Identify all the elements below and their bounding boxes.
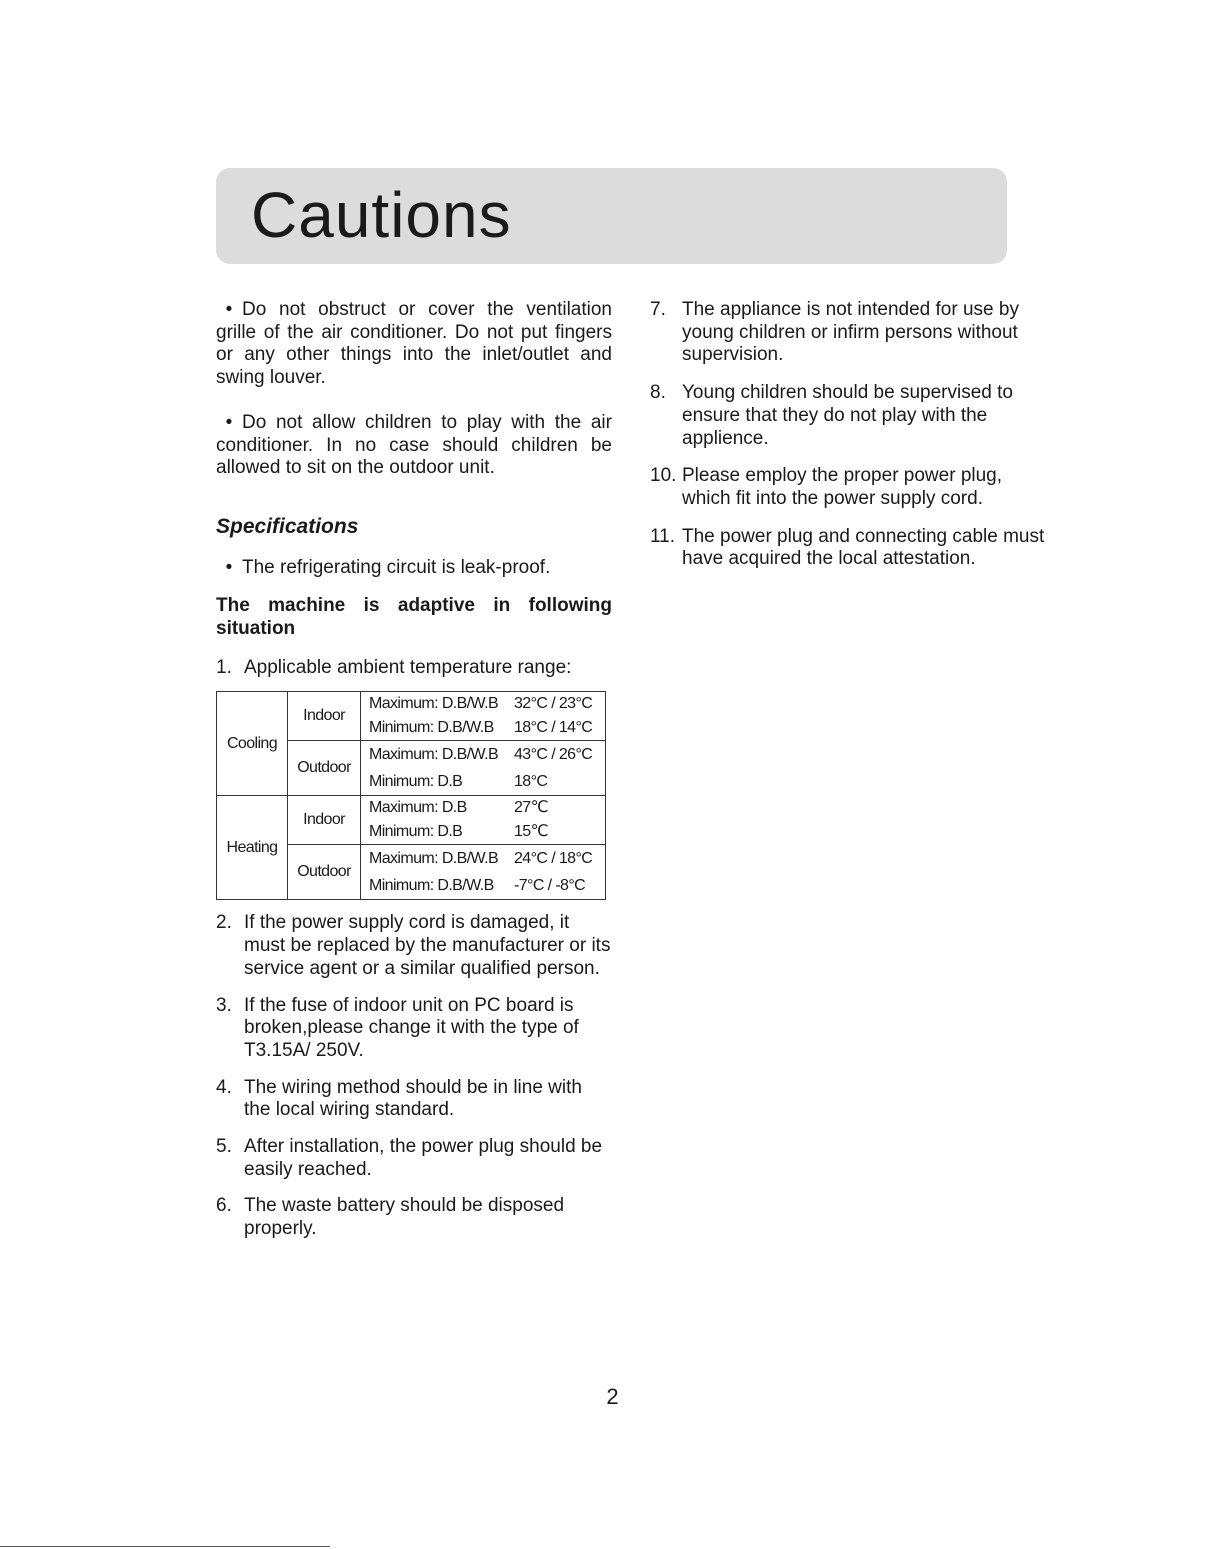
bullet-text: Do not allow children to play with the air conditioner. In no case should children be allowed to sit on the outdoor unit. [216,411,612,479]
list-item [216,1136,612,1181]
indoor-label: Indoor [288,796,361,845]
page-number: 2 [606,1384,619,1409]
bullet-item [216,299,612,390]
adaptive-heading: The machine is adaptive in following situation [216,595,612,640]
list-item [216,1195,612,1240]
list-item [650,382,1050,450]
bullet-text: The refrigerating circuit is leak-proof. [242,556,551,578]
item-text: The appliance is not intended for use by young children or infirm persons without supervision. [682,299,1019,366]
value: 15℃ [514,823,548,841]
item-text: The power plug and connecting cable must have acquired the local attestation. [682,525,1045,570]
value-label: Minimum: D.B/W.B [369,719,494,737]
item-text: After installation, the power plug should be easily reached. [244,1136,603,1180]
heating-label: Heating [217,796,288,900]
item-text: If the power supply cord is damaged, it must be replaced by the manufacturer or its service agent or a similar qualified person. [244,912,611,979]
section-heading: Specifications [216,514,359,538]
item-number: 3. [216,994,232,1016]
bullet-dot-icon: • [225,299,233,320]
value-label: Maximum: D.B/W.B [369,849,499,867]
temperature-table [216,691,606,900]
page-title: Cautions [251,179,512,251]
value: 24°C / 18°C [514,849,593,867]
item-number: 8. [650,382,666,404]
outdoor-label: Outdoor [288,845,361,900]
item-text: The waste battery should be disposed properly. [244,1195,565,1240]
value: 18°C / 14°C [514,719,593,737]
item-number: 2. [216,912,232,934]
value: 32°C / 23°C [514,695,593,713]
item-text: Young children should be supervised to ensure that they do not play with the applience. [682,382,1013,449]
left-column [216,299,612,1241]
item-number: 10. [650,465,677,487]
item-number: 7. [650,299,666,320]
list-item [216,995,612,1063]
heating-indoor-values [361,796,606,845]
bullet-dot-icon: • [225,556,233,578]
bullet-item [216,557,612,580]
item-number: 5. [216,1136,232,1158]
indoor-label: Indoor [288,692,361,741]
value-label: Maximum: D.B/W.B [369,695,499,713]
item-text: The wiring method should be in line with the local wiring standard. [244,1076,582,1121]
item-number: 4. [216,1076,232,1098]
item-text: Please employ the proper power plug, which fit into the power supply cord. [682,465,1003,509]
heating-outdoor-values [361,845,606,900]
list-item [216,912,612,980]
list-item [216,657,612,680]
bullet-text: Do not obstruct or cover the ventilation grille of the air conditioner. Do not put fingers or any other things into the inlet/outlet and swing louver. [216,299,612,389]
value-label: Maximum: D.B [369,799,467,817]
list-item [650,526,1050,571]
value-label: Minimum: D.B [369,772,463,790]
outdoor-label: Outdoor [288,741,361,796]
item-number: 11. [650,525,676,547]
value: 27℃ [514,799,548,817]
value-label: Minimum: D.B [369,823,463,841]
item-text: If the fuse of indoor unit on PC board is broken,please change it with the type of T3.15A/ 250V. [244,994,579,1061]
value-label: Minimum: D.B/W.B [369,876,494,894]
list-item [650,299,1050,367]
item-number: 6. [216,1195,232,1217]
title-banner [216,168,1007,264]
value: 18°C [514,772,548,790]
bullet-item [216,412,612,480]
value: 43°C / 26°C [514,745,593,763]
cooling-outdoor-values [361,741,606,796]
value: -7°C / -8°C [514,876,586,894]
value-label: Maximum: D.B/W.B [369,745,499,763]
bullet-dot-icon: • [225,411,233,433]
bottom-rule [0,1546,330,1547]
cooling-label: Cooling [217,692,288,796]
right-column [650,299,1050,571]
list-item [650,465,1050,510]
list-item [216,1077,612,1122]
item-text: Applicable ambient temperature range: [244,656,572,678]
item-number: 1. [216,656,232,678]
cooling-indoor-values [361,692,606,741]
